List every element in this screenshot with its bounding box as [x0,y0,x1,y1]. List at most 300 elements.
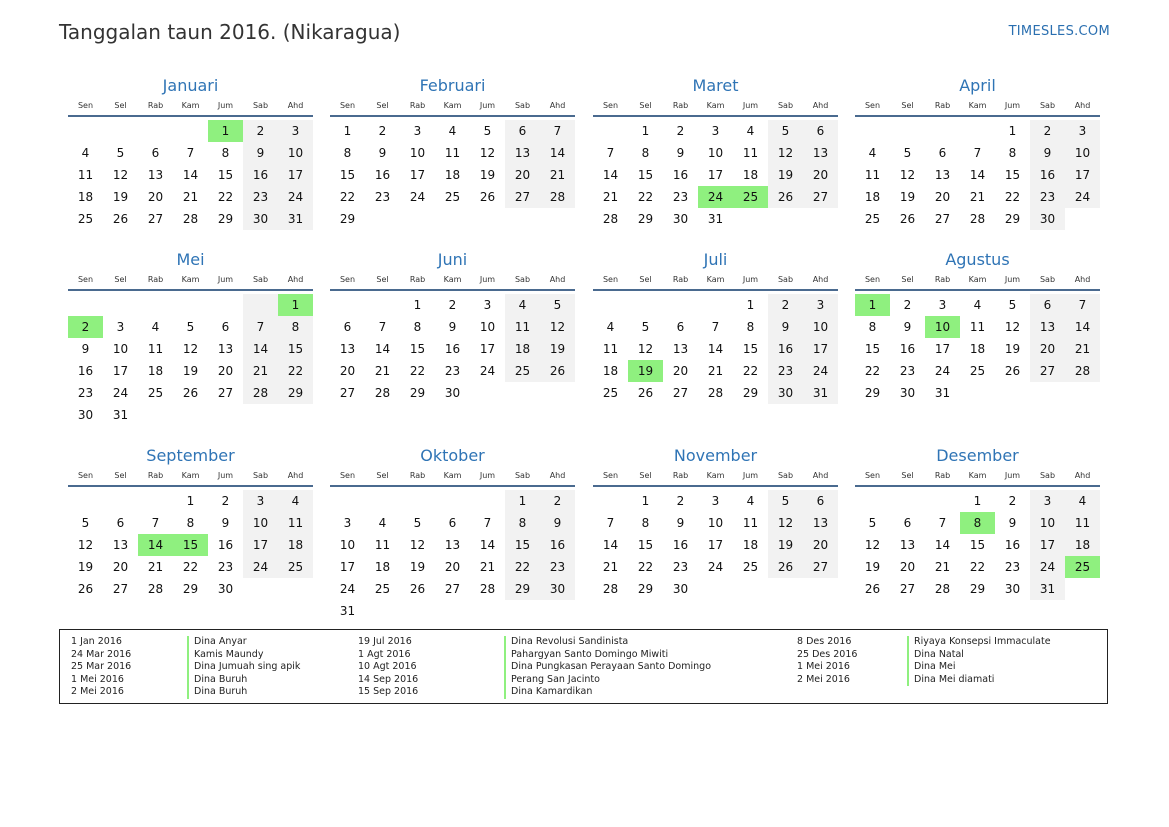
calendar-day: 21 [969,190,986,204]
calendar-day: 7 [606,146,615,160]
calendar-day: 17 [1030,534,1065,556]
empty-day [365,208,400,230]
month-name: Juli [703,250,728,269]
calendar-day: 1 [413,298,422,312]
calendar-day: 12 [479,146,496,160]
calendar-day: 10 [1065,142,1100,164]
month-september [68,445,313,600]
legend-date: 2 Mei 2016 [71,686,124,697]
calendar-day: 6 [803,490,838,512]
weekday-label: Kam [706,471,725,480]
calendar-day: 12 [768,142,803,164]
weekday-label: Sab [252,101,269,110]
legend-date: 19 Jul 2016 [358,636,412,647]
calendar-day: 17 [934,342,951,356]
calendar-day: 23 [672,560,689,574]
calendar-day: 29 [969,582,986,596]
calendar-day: 12 [899,168,916,182]
calendar-day: 28 [147,582,164,596]
calendar-day: 9 [1030,142,1065,164]
day-grid [593,120,838,230]
calendar-day: 13 [112,538,129,552]
calendar-day: 1 [746,298,755,312]
calendar-day: 22 [742,364,759,378]
weekday-label: Sel [901,101,914,110]
empty-day [925,120,960,142]
empty-day [68,294,103,316]
calendar-day: 18 [374,560,391,574]
calendar-day: 24 [707,560,724,574]
weekday-label: Sen [77,101,94,110]
calendar-day: 18 [77,190,94,204]
calendar-day: 8 [221,146,230,160]
calendar-day: 7 [151,516,160,530]
month-name: Oktober [420,446,485,465]
calendar-day: 28 [182,212,199,226]
weekday-label: Rab [147,471,164,480]
calendar-day: 4 [746,494,755,508]
calendar-day: 27 [217,386,234,400]
weekday-label: Sel [639,471,652,480]
calendar-day: 10 [278,142,313,164]
empty-day [138,404,173,426]
calendar-day: 27 [444,582,461,596]
calendar-day: 5 [768,120,803,142]
weekday-label: Rab [672,101,689,110]
weekday-label: Rab [934,101,951,110]
calendar-day: 11 [864,168,881,182]
calendar-day: 31 [934,386,951,400]
empty-day [435,490,470,512]
calendar-day: 28 [602,212,619,226]
calendar-day: 15 [339,168,356,182]
calendar-day: 22 [217,190,234,204]
calendar-day: 17 [1065,164,1100,186]
empty-day [890,120,925,142]
calendar-day: 21 [934,560,951,574]
calendar-day: 2 [378,124,387,138]
weekday-label: Jum [742,275,759,284]
calendar-day: 5 [868,516,877,530]
calendar-day: 31 [278,208,313,230]
empty-day [855,120,890,142]
calendar-day: 9 [903,320,912,334]
day-grid [68,294,313,426]
calendar-day: 19 [540,338,575,360]
calendar-day: 5 [186,320,195,334]
calendar-day: 25 [278,556,313,578]
calendar-day: 16 [672,538,689,552]
empty-day [628,294,663,316]
weekday-label: Sab [777,101,794,110]
calendar-day: 7 [938,516,947,530]
calendar-day: 1 [343,124,352,138]
calendar-day: 22 [637,560,654,574]
weekday-label: Rab [409,101,426,110]
calendar-day: 11 [444,146,461,160]
month-name: Juni [437,250,468,269]
legend-holiday-name: Dina Mei [914,661,956,672]
weekday-label: Kam [181,101,200,110]
calendar-day: 3 [803,294,838,316]
calendar-day: 1 [973,494,982,508]
day-grid [855,294,1100,404]
calendar-day: 27 [112,582,129,596]
weekday-label: Sab [514,275,531,284]
site-link[interactable]: TIMESLES.COM [1008,24,1110,39]
calendar-day: 20 [934,190,951,204]
calendar-day: 14 [243,338,278,360]
weekday-label: Sen [602,275,619,284]
calendar-day: 4 [448,124,457,138]
calendar-day: 11 [602,342,619,356]
calendar-day: 24 [934,364,951,378]
calendar-day: 19 [479,168,496,182]
calendar-day: 14 [1065,316,1100,338]
calendar-day: 16 [768,338,803,360]
calendar-day: 15 [217,168,234,182]
day-grid [855,120,1100,230]
weekday-label: Jum [217,471,234,480]
calendar-day: 25 [77,212,94,226]
weekday-header [68,273,313,291]
weekday-label: Kam [968,471,987,480]
calendar-day: 6 [803,120,838,142]
weekday-label: Sel [639,101,652,110]
calendar-day: 4 [606,320,615,334]
calendar-day: 23 [1030,186,1065,208]
weekday-header [330,469,575,487]
calendar-day: 6 [676,320,685,334]
legend-holiday-name: Dina Natal [914,648,964,660]
holiday-day: 10 [925,316,960,338]
month-desember [855,445,1100,600]
calendar-day: 7 [378,320,387,334]
calendar-day: 12 [1004,320,1021,334]
calendar-day: 10 [243,512,278,534]
calendar-day: 11 [147,342,164,356]
calendar-day: 23 [77,386,94,400]
calendar-day: 30 [768,382,803,404]
calendar-day: 28 [1065,360,1100,382]
weekday-label: Sel [376,275,389,284]
day-grid [330,490,575,622]
empty-day [400,208,435,230]
weekday-label: Sen [602,471,619,480]
calendar-day: 8 [505,512,540,534]
calendar-day: 7 [243,316,278,338]
empty-day [663,294,698,316]
month-juni [330,249,575,404]
calendar-day: 2 [1008,494,1017,508]
empty-day [960,382,995,404]
empty-day [243,578,278,600]
calendar-day: 5 [413,516,422,530]
calendar-day: 23 [1004,560,1021,574]
weekday-label: Kam [706,101,725,110]
weekday-label: Sab [777,275,794,284]
month-name: Agustus [945,250,1010,269]
weekday-label: Sen [77,275,94,284]
calendar-day: 22 [505,556,540,578]
legend-date: 14 Sep 2016 [358,673,419,685]
calendar-day: 10 [479,320,496,334]
empty-day [540,208,575,230]
calendar-day: 22 [969,560,986,574]
calendar-day: 8 [641,146,650,160]
calendar-day: 19 [77,560,94,574]
month-oktober [330,445,575,622]
empty-day [890,490,925,512]
calendar-day: 17 [339,560,356,574]
weekday-header [855,273,1100,291]
calendar-day: 19 [112,190,129,204]
weekday-label: Rab [672,275,689,284]
empty-day [435,600,470,622]
weekday-label: Ahd [812,275,829,284]
weekday-label: Sel [114,275,127,284]
calendar-day: 15 [409,342,426,356]
calendar-day: 10 [409,146,426,160]
calendar-day: 25 [602,386,619,400]
empty-day [768,578,803,600]
calendar-day: 12 [182,342,199,356]
calendar-day: 17 [479,342,496,356]
calendar-day: 5 [1008,298,1017,312]
calendar-day: 27 [1030,360,1065,382]
calendar-day: 26 [768,186,803,208]
calendar-day: 4 [81,146,90,160]
calendar-day: 3 [116,320,125,334]
month-name: November [673,446,758,465]
calendar-day: 26 [77,582,94,596]
weekday-label: Kam [181,275,200,284]
calendar-day: 30 [217,582,234,596]
legend-names [504,636,711,699]
empty-day [505,600,540,622]
empty-day [138,294,173,316]
calendar-day: 27 [339,386,356,400]
weekday-label: Kam [181,471,200,480]
calendar-day: 18 [505,338,540,360]
calendar-day: 26 [409,582,426,596]
calendar-day: 10 [339,538,356,552]
calendar-day: 19 [768,534,803,556]
calendar-day: 29 [1004,212,1021,226]
empty-day [365,294,400,316]
empty-day [435,208,470,230]
calendar-day: 21 [602,190,619,204]
weekday-label: Sen [602,101,619,110]
calendar-day: 4 [973,298,982,312]
month-name: Februari [419,76,486,95]
calendar-day: 3 [343,516,352,530]
calendar-day: 24 [1030,556,1065,578]
empty-day [855,490,890,512]
legend-holiday-name: Dina Buruh [194,673,248,685]
holiday-day: 24 [698,186,733,208]
empty-day [365,600,400,622]
calendar-day: 26 [864,582,881,596]
calendar-day: 28 [540,186,575,208]
month-name: Mei [176,250,205,269]
weekday-label: Jum [479,471,496,480]
calendar-day: 16 [77,364,94,378]
holiday-day: 14 [138,534,173,556]
weekday-label: Sen [864,471,881,480]
weekday-label: Sab [252,275,269,284]
calendar-day: 26 [479,190,496,204]
calendar-day: 16 [540,534,575,556]
weekday-label: Sel [901,275,914,284]
calendar-day: 21 [479,560,496,574]
calendar-day: 6 [1030,294,1065,316]
weekday-label: Sen [339,101,356,110]
calendar-day: 8 [413,320,422,334]
calendar-day: 19 [864,560,881,574]
empty-day [960,120,995,142]
weekday-label: Kam [443,275,462,284]
day-grid [593,294,838,404]
calendar-day: 13 [672,342,689,356]
holiday-day: 25 [1065,556,1100,578]
weekday-header [593,273,838,291]
calendar-day: 11 [505,316,540,338]
calendar-day: 9 [676,516,685,530]
weekday-label: Ahd [812,101,829,110]
empty-day [173,404,208,426]
empty-day [330,490,365,512]
calendar-day: 20 [803,164,838,186]
empty-day [733,208,768,230]
month-agustus [855,249,1100,404]
legend-dates [358,636,418,699]
calendar-day: 20 [147,190,164,204]
calendar-day: 6 [505,120,540,142]
weekday-header [593,469,838,487]
legend-date: 24 Mar 2016 [71,648,132,660]
calendar-day: 14 [934,538,951,552]
empty-day [995,382,1030,404]
weekday-label: Sab [514,471,531,480]
calendar-day: 1 [186,494,195,508]
calendar-day: 12 [409,538,426,552]
calendar-day: 10 [803,316,838,338]
empty-day [103,490,138,512]
holiday-day: 1 [278,294,313,316]
calendar-day: 3 [243,490,278,512]
calendar-day: 18 [444,168,461,182]
month-maret [593,75,838,230]
calendar-day: 15 [1004,168,1021,182]
weekday-label: Ahd [287,471,304,480]
calendar-day: 23 [899,364,916,378]
weekday-label: Sab [252,471,269,480]
calendar-day: 22 [339,190,356,204]
legend-date: 10 Agt 2016 [358,661,417,672]
calendar-day: 16 [1004,538,1021,552]
empty-day [470,382,505,404]
weekday-header [855,469,1100,487]
calendar-day: 1 [1008,124,1017,138]
calendar-day: 17 [707,168,724,182]
empty-day [698,578,733,600]
weekday-label: Kam [443,101,462,110]
calendar-day: 26 [112,212,129,226]
calendar-day: 24 [243,556,278,578]
empty-day [243,404,278,426]
holiday-day: 2 [68,316,103,338]
empty-day [505,208,540,230]
calendar-day: 26 [1004,364,1021,378]
calendar-day: 15 [742,342,759,356]
page-title: Tanggalan taun 2016. (Nikaragua) [59,20,401,44]
calendar-day: 20 [803,534,838,556]
weekday-label: Jum [217,275,234,284]
calendar-day: 9 [768,316,803,338]
calendar-day: 23 [540,556,575,578]
calendar-day: 27 [803,186,838,208]
calendar-day: 18 [864,190,881,204]
weekday-label: Jum [479,275,496,284]
day-grid [68,490,313,600]
calendar-day: 21 [147,560,164,574]
calendar-day: 12 [637,342,654,356]
weekday-label: Sel [376,101,389,110]
calendar-day: 11 [278,512,313,534]
calendar-day: 1 [641,494,650,508]
empty-day [540,382,575,404]
weekday-header [68,469,313,487]
legend-holiday-name: Dina Kamardikan [511,686,593,697]
legend-holiday-name: Dina Buruh [194,686,248,697]
calendar-day: 30 [899,386,916,400]
empty-day [733,578,768,600]
empty-day [400,600,435,622]
calendar-day: 6 [221,320,230,334]
weekday-label: Sel [639,275,652,284]
calendar-day: 15 [505,534,540,556]
weekday-label: Rab [147,101,164,110]
legend-holiday-name: Dina Pungkasan Perayaan Santo Domingo [511,661,712,672]
calendar-day: 7 [606,516,615,530]
calendar-day: 13 [217,342,234,356]
empty-day [593,120,628,142]
month-name: Maret [692,76,739,95]
calendar-day: 16 [899,342,916,356]
empty-day [173,120,208,142]
calendar-day: 29 [339,212,356,226]
calendar-day: 27 [803,556,838,578]
calendar-day: 5 [768,490,803,512]
month-april [855,75,1100,230]
weekday-label: Sel [114,471,127,480]
empty-day [208,404,243,426]
calendar-day: 3 [413,124,422,138]
calendar-day: 28 [374,386,391,400]
weekday-label: Ahd [287,101,304,110]
calendar-day: 25 [444,190,461,204]
weekday-header [68,99,313,117]
calendar-day: 31 [803,382,838,404]
calendar-day: 7 [540,120,575,142]
weekday-label: Jum [1004,101,1021,110]
calendar-day: 29 [637,212,654,226]
calendar-day: 5 [483,124,492,138]
empty-day [925,490,960,512]
empty-day [593,490,628,512]
month-januari [68,75,313,230]
